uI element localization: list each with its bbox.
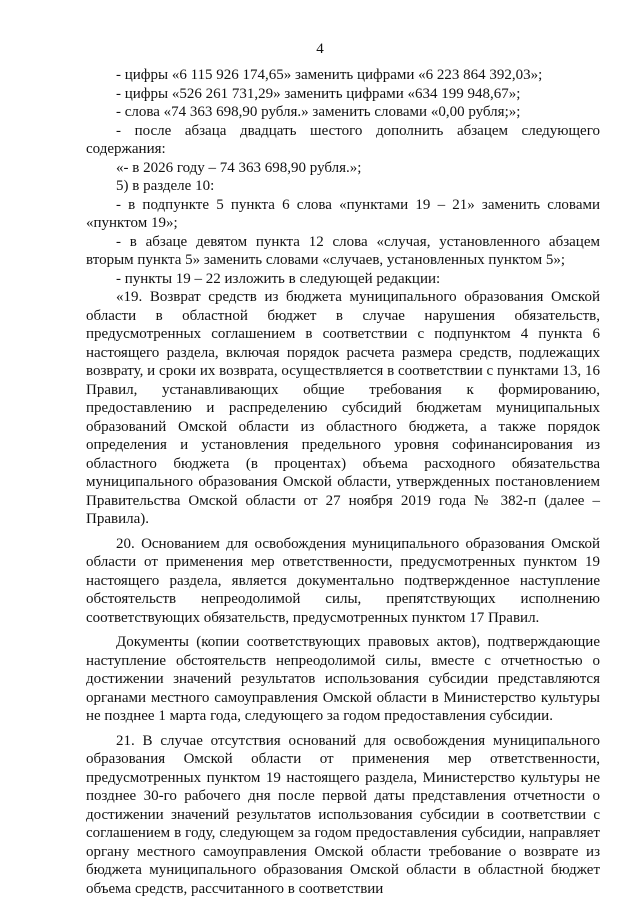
page-number: 4 [316,41,324,57]
paragraph-point-19: «19. Возврат средств из бюджета муниципального образования Омской области в областной бюджет в случае нарушения обязательств, предусмотренных соглашением в соответствии с подпунктом 4 пункта 6 настоящего раздела, включая порядок расчета размера средств, подлежащих возврату, и сроки их возврата, осуществляется в соответствии с пунктами 13, 16 Правил, устанавливающих общие требования к формированию, предоставлению и распределению субсидий бюджетам муниципальных образований Омской области из областного бюджета, а также порядок определения и установления предельного уровня софинансирования из областного бюджета (в процентах) объема расходного обязательства муниципального образования Омской области, утвержденных постановлением Правительства Омской области от 27 ноября 2019 года № 382-п (далее – Правила). [86,289,600,527]
paragraph-words: - слова «74 363 698,90 рубля.» заменить словами «0,00 рубля;»; [116,104,521,120]
paragraph-subpoint-5: - в подпункте 5 пункта 6 слова «пунктами 19 – 21» заменить словами «пунктом 19»; [86,196,600,231]
paragraph-point-12: - в абзаце девятом пункта 12 слова «случая, установленного абзацем вторым пункта 5» заменить словами «случаев, установленных пунктом 5»; [86,233,600,268]
paragraph-points-19-22: - пункты 19 – 22 изложить в следующей редакции: [116,270,441,287]
paragraph-point-20: 20. Основанием для освобождения муниципального образования Омской области от применения мер ответственности, предусмотренных пунктом 19 настоящего раздела, является документально подтвержденное наступление обстоятельств непреодолимой силы, препятствующих исполнению соответствующих обязательств, предусмотренных пунктом 17 Правил. [86,535,600,626]
document-body [86,66,600,898]
paragraph-2026: «- в 2026 году – 74 363 698,90 рубля.»; [116,159,362,176]
paragraph-digits-1: - цифры «6 115 926 174,65» заменить цифрами «6 223 864 392,03»; [116,67,543,83]
paragraph-digits-2: - цифры «526 261 731,29» заменить цифрами «634 199 948,67»; [116,85,521,102]
paragraph-documents: Документы (копии соответствующих правовых актов), подтверждающие наступление обстоятельств непреодолимой силы, вместе с отчетностью о достижении значений результатов использования субсидии представляются органами местного самоуправления Омской области в Министерство культуры не позднее 1 марта года, следующего за годом предоставления субсидии. [86,634,600,724]
paragraph-point-21: 21. В случае отсутствия оснований для освобождения муниципального образования Омской области от применения мер ответственности, предусмотренных пунктом 19 настоящего раздела, Министерство культуры не позднее 30-го рабочего дня после первой даты представления отчетности о достижении значений результатов использования субсидии в соответствии с соглашением в году, следующем за годом предоставления субсидии, направляет органу местного самоуправления Омской области требование о возврате из бюджета муниципального образования Омской области в областной бюджет объема средств, рассчитанного в соответствии [86,732,600,897]
paragraph-add-abzac: - после абзаца двадцать шестого дополнить абзацем следующего содержания: [86,122,600,157]
paragraph-section-10: 5) в разделе 10: [116,178,215,194]
